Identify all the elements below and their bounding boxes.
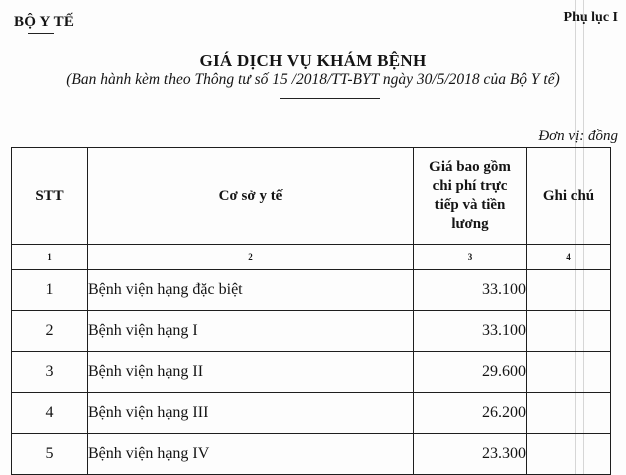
row-stt: 3: [12, 352, 88, 393]
annex-label: Phụ lục I: [563, 10, 618, 25]
table-header-row: [12, 148, 611, 245]
table-row: [12, 352, 611, 393]
row-facility: Bệnh viện hạng IV: [88, 434, 414, 475]
column-number: 3: [414, 245, 527, 270]
row-stt: 5: [12, 434, 88, 475]
row-stt: 1: [12, 270, 88, 311]
document-title: GIÁ DỊCH VỤ KHÁM BỆNH: [199, 51, 427, 70]
column-header-note: Ghi chú: [527, 148, 611, 245]
subtitle-underline: [280, 98, 380, 99]
row-price: 33.100: [414, 270, 527, 311]
row-note: [527, 352, 611, 393]
column-header-price: Giá bao gồm chi phí trực tiếp và tiền lương: [414, 148, 527, 245]
row-facility: Bệnh viện hạng III: [88, 393, 414, 434]
row-price: 33.100: [414, 311, 527, 352]
unit-label: Đơn vị: đồng: [538, 128, 618, 144]
row-note: [527, 393, 611, 434]
row-facility: Bệnh viện hạng đặc biệt: [88, 270, 414, 311]
column-number: 4: [527, 245, 611, 270]
organization-underline: [28, 33, 54, 34]
row-facility: Bệnh viện hạng II: [88, 352, 414, 393]
organization-name: BỘ Y TẾ: [14, 14, 75, 30]
column-header-facility: Cơ sở y tế: [88, 148, 414, 245]
row-note: [527, 434, 611, 475]
table-row: [12, 393, 611, 434]
table-row: [12, 270, 611, 311]
column-number: 2: [88, 245, 414, 270]
row-note: [527, 270, 611, 311]
table-row: [12, 434, 611, 475]
row-stt: 4: [12, 393, 88, 434]
row-stt: 2: [12, 311, 88, 352]
column-number-row: [12, 245, 611, 270]
row-price: 29.600: [414, 352, 527, 393]
column-number: 1: [12, 245, 88, 270]
row-price: 23.300: [414, 434, 527, 475]
document-subtitle: (Ban hành kèm theo Thông tư số 15 /2018/TT-BYT ngày 30/5/2018 của Bộ Y tế): [66, 71, 560, 88]
table-row: [12, 311, 611, 352]
row-note: [527, 311, 611, 352]
row-price: 26.200: [414, 393, 527, 434]
row-facility: Bệnh viện hạng I: [88, 311, 414, 352]
column-header-stt: STT: [12, 148, 88, 245]
price-table: [11, 147, 611, 475]
